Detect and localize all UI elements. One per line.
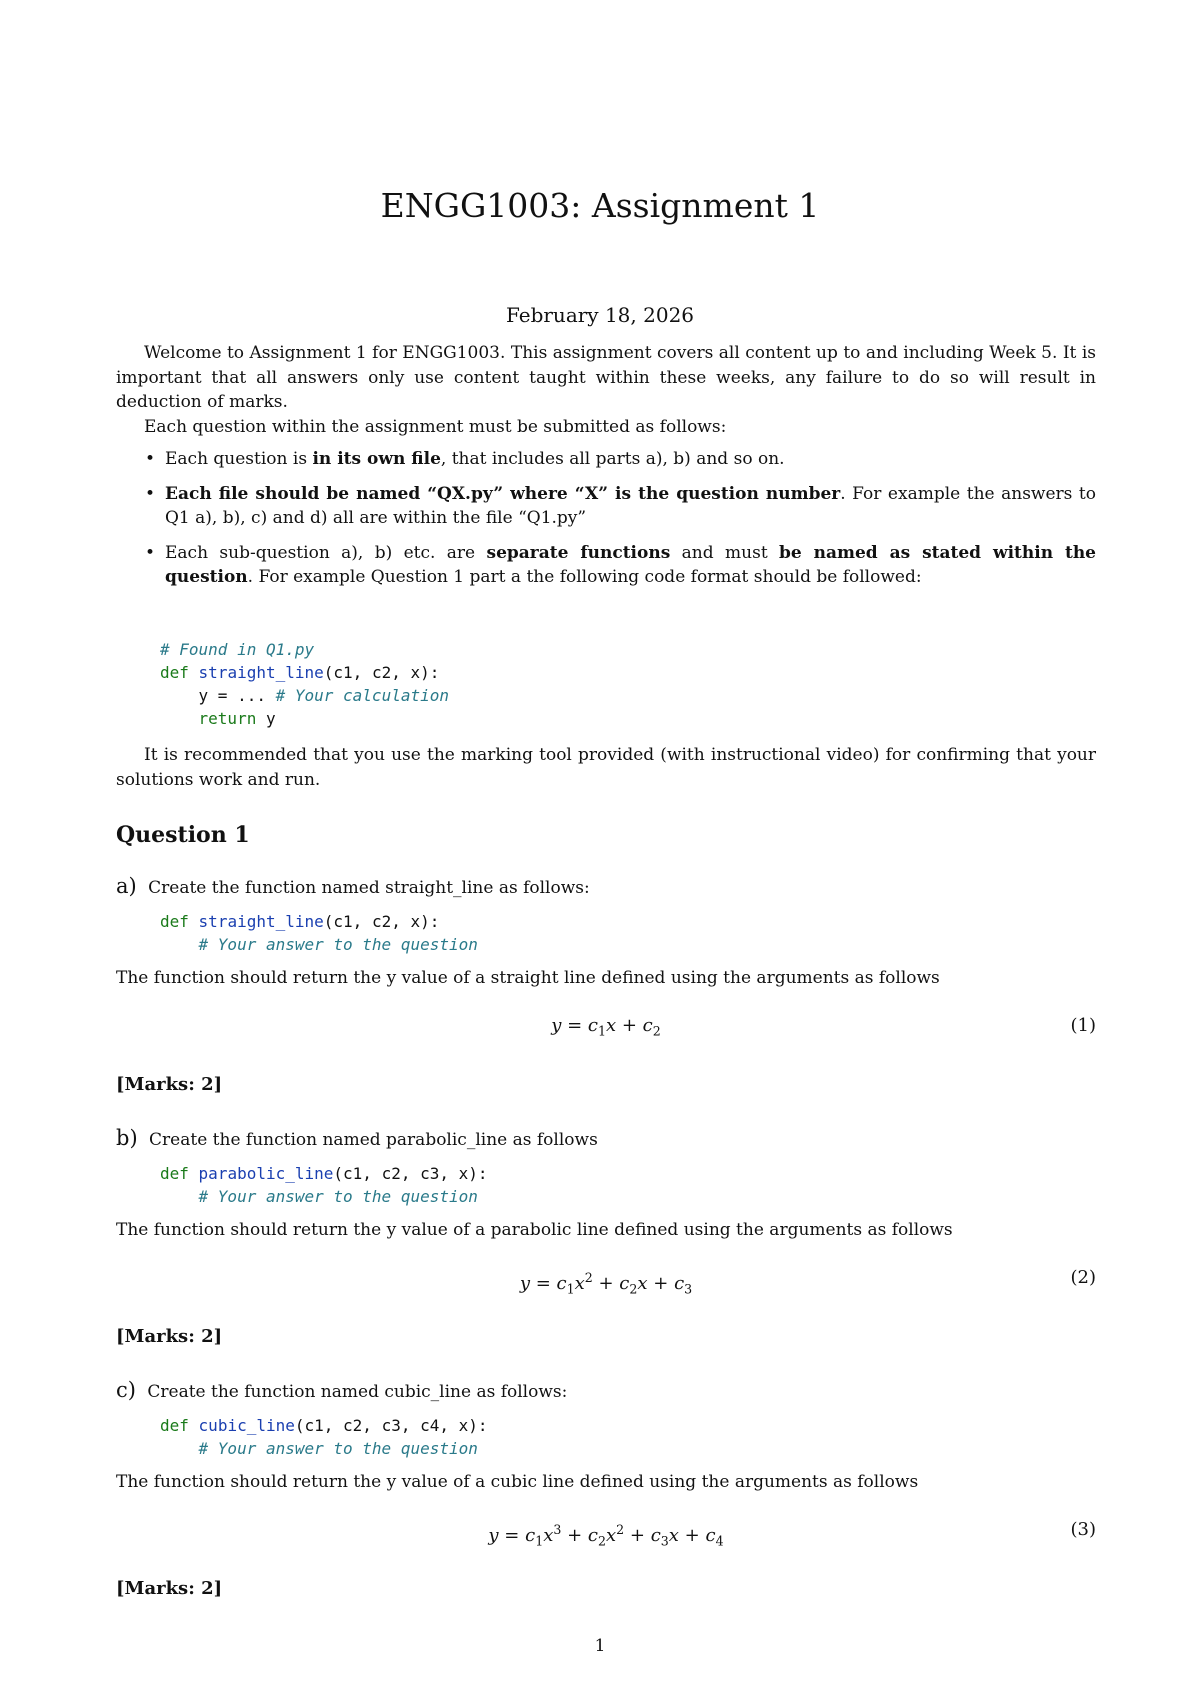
bullet-icon: • — [145, 542, 156, 563]
part-b-marks: [Marks: 2] — [116, 1326, 223, 1347]
bullet-icon: • — [145, 449, 156, 469]
part-b-description: The function should return the y value of a parabolic line defined using the arguments as follows — [116, 1220, 953, 1240]
list-item: • Each sub-question a), b) etc. are separate functions and must be named as stated within the question. For example Question 1 part a the following code format should be followed: — [145, 542, 1097, 587]
part-b-intro: b) Create the function named parabolic_line as follows — [116, 1126, 598, 1150]
bullet-icon: • — [145, 483, 156, 504]
equation-1-number: (1) — [1070, 1015, 1096, 1036]
equation-3-number: (3) — [1070, 1519, 1096, 1540]
recommendation-paragraph: It is recommended that you use the marking tool provided (with instructional video) for confirming that your solutions work and run. — [116, 745, 1096, 790]
equation-2: $y = c_1x^2 + c_2x + c_3$ — [519, 1270, 693, 1297]
list-item: • Each question is in its own file, that includes all parts a), b) and so on. — [145, 447, 1096, 472]
submission-rules-list — [145, 447, 1096, 600]
intro-paragraph: Welcome to Assignment 1 for ENGG1003. This assignment covers all content up to and including Week 5. It is important that all answers only use content taught within these weeks, any failure to do so will result in deduction of marks. — [116, 343, 1096, 412]
list-item: • Each file should be named “QX.py” where “X” is the question number. For example the answers to Q1 a), b), c) and d) all are within the file “Q1.py” — [145, 483, 1096, 528]
part-b-code: def parabolic_line(c1, c2, c3, x): # Your answer to the question — [160, 1164, 488, 1206]
equation-2-number: (2) — [1070, 1267, 1096, 1288]
part-c-marks: [Marks: 2] — [116, 1578, 223, 1599]
part-c-code: def cubic_line(c1, c2, c3, c4, x): # Your answer to the question — [160, 1416, 488, 1458]
part-a-code: def straight_line(c1, c2, x): # Your answer to the question — [160, 912, 478, 954]
question-1-heading: Question 1 — [116, 822, 250, 848]
page-number: 1 — [594, 1636, 606, 1656]
part-c-description: The function should return the y value of a cubic line defined using the arguments as follows — [116, 1472, 919, 1492]
example-code-block: # Found in Q1.py def straight_line(c1, c2, x): y = ... # Your calculation return y — [160, 640, 449, 728]
document-date: February 18, 2026 — [505, 303, 695, 327]
equation-1: $y = c_1x + c_2$ — [551, 1015, 661, 1039]
part-a-description: The function should return the y value of a straight line defined using the arguments as follows — [116, 968, 940, 988]
part-a-marks: [Marks: 2] — [116, 1074, 223, 1095]
submission-instructions: Each question within the assignment must be submitted as follows: — [144, 417, 727, 437]
part-a-intro: a) Create the function named straight_line as follows: — [116, 874, 590, 898]
equation-3: $y = c_1x^3 + c_2x^2 + c_3x + c_4$ — [488, 1522, 724, 1549]
document-title: ENGG1003: Assignment 1 — [380, 186, 820, 225]
part-c-intro: c) Create the function named cubic_line as follows: — [116, 1378, 568, 1402]
